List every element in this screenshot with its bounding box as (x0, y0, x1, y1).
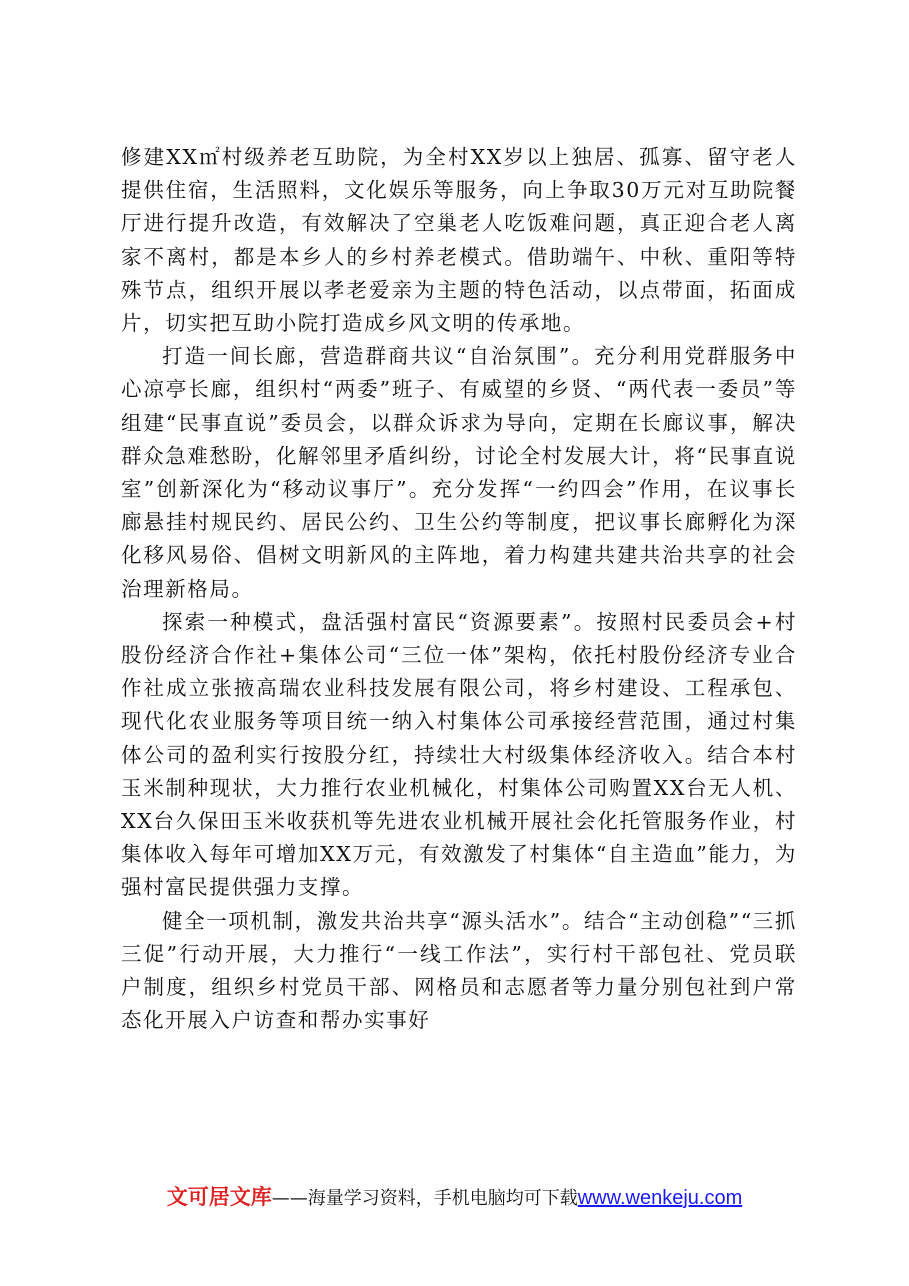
paragraph-long-corridor: 打造一间长廊，营造群商共议“自治氛围”。充分利用党群服务中心凉亭长廊，组织村“两委”班子、有威望的乡贤、“两代表一委员”等组建“民事直说”委员会，以群众诉求为导向，定期在长廊议事，解决群众急难愁盼，化解邻里矛盾纠纷，讨论全村发展大计，将“民事直说室”创新深化为“移动议事厅”。充分发挥“一约四会”作用，在议事长廊悬挂村规民约、居民公约、卫生公约等制度，把议事长廊孵化为深化移风易俗、倡树文明新风的主阵地，着力构建共建共治共享的社会治理新格局。 (121, 344, 797, 601)
footer-website-link[interactable]: www.wenkeju.com (577, 1187, 743, 1209)
paragraph-resource-model: 探索一种模式，盘活强村富民“资源要素”。按照村民委员会+村股份经济合作社+集体公司“三位一体”架构，依托村股份经济专业合作社成立张掖高瑞农业科技发展有限公司，将乡村建设、工程承包、现代化农业服务等项目统一纳入村集体公司承接经营范围，通过村集体公司的盈利实行按股分红，持续壮大村级集体经济收入。结合本村玉米制种现状，大力推行农业机械化，村集体公司购置XX台无人机、XX台久保田玉米收获机等先进农业机械开展社会化托管服务作业，村集体收入每年可增加XX万元，有效激发了村集体“自主造血”能力，为强村富民提供强力支撑。 (121, 609, 797, 900)
document-body (121, 141, 797, 1037)
paragraph-mechanism: 健全一项机制，激发共治共享“源头活水”。结合“主动创稳”“三抓三促”行动开展，大力推行“一线工作法”，实行村干部包社、党员联户制度，组织乡村党员干部、网格员和志愿者等力量分别包社到户常态化开展入户访查和帮办实事好 (121, 908, 797, 1033)
page-footer (0, 1181, 909, 1211)
footer-slogan: ——海量学习资料，手机电脑均可下载 (271, 1188, 578, 1209)
footer-brand: 文可居文库 (166, 1185, 272, 1209)
paragraph-continued: 修建XX㎡村级养老互助院，为全村XX岁以上独居、孤寡、留守老人提供住宿，生活照料，文化娱乐等服务，向上争取30万元对互助院餐厅进行提升改造，有效解决了空巢老人吃饭难问题，真正迎合老人离家不离村，都是本乡人的乡村养老模式。借助端午、中秋、重阳等特殊节点，组织开展以孝老爱亲为主题的特色活动，以点带面，拓面成片，切实把互助小院打造成乡风文明的传承地。 (121, 145, 797, 336)
